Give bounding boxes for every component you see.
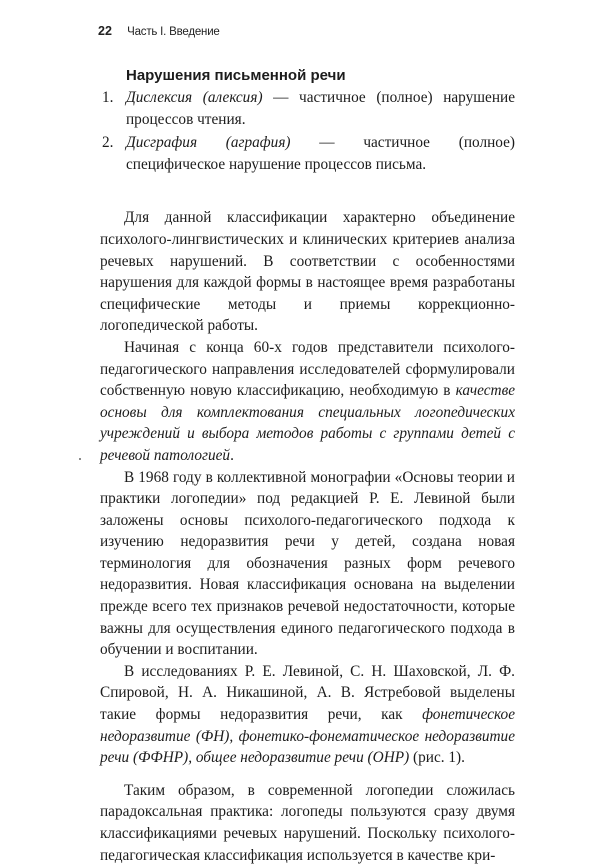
paragraph-2-end: . — [230, 446, 234, 464]
paragraph-2 — [100, 337, 515, 467]
paragraph-4 — [100, 661, 515, 769]
list-item — [100, 132, 515, 175]
paragraph-5: Таким образом, в современной логопедии сложилась парадоксальная практика: логопеды пользуются сразу двумя классификациями речевых нарушений. Поскольку психолого-педагогическая классификация используется в качестве кри- — [100, 781, 515, 864]
margin-speck — [79, 458, 81, 460]
list-text: — частичное (полное) нарушение процессов чтения. — [126, 89, 515, 128]
list-term: Дислексия (алексия) — [126, 89, 263, 106]
paragraph-1: Для данной классификации характерно объединение психолого-лингвистических и клинических критериев анализа речевых нарушений. В соответствии с особенностями нарушения для каждой формы в настоящее время разработаны специфические методы и приемы коррекционно-логопедической работы. — [100, 209, 515, 335]
page-number: 22 — [98, 24, 112, 38]
paragraph-4-italic: фонетическое недоразвитие (ФН), фонетико-фонематическое недоразвитие речи (ФФНР), общее недоразвитие речи (ОНР) — [100, 706, 515, 767]
paragraph-4-text: В исследованиях Р. Е. Левиной, С. Н. Шаховской, Л. Ф. Спировой, Н. А. Никашиной, А. В. Ястребовой выделены такие формы недоразвития речи, как — [100, 662, 515, 724]
part-title: Часть I. Введение — [127, 26, 220, 38]
paragraph-2-italic: качестве основы для комплектования специальных логопедических учреждений и выбора методов работы с группами детей с речевой патологией — [100, 382, 515, 464]
list-term: Дисграфия (аграфия) — [126, 134, 291, 152]
paragraph-2-text: Начиная с конца 60-х годов представители психолого-педагогического направления исследователей сформулировали собственную новую классификацию, необходимую в — [100, 338, 515, 400]
running-head — [98, 24, 220, 38]
list-text: — частичное (полное) специфическое нарушение процессов письма. — [126, 134, 515, 173]
page-body — [100, 66, 515, 866]
paragraph-4-end: (рис. 1). — [409, 749, 465, 767]
list-marker: 2. — [102, 134, 114, 152]
section-heading: Нарушения письменной речи — [126, 67, 346, 84]
paragraph-3: В 1968 году в коллективной монографии «Основы теории и практики логопедии» под редакцией Р. Е. Левиной были заложены основы психолого-педагогического подхода к изучению недоразвития речи у детей, создана новая терминология для обозначения разных форм речевого недоразвития. Новая классификация основана на выделении прежде всего тех признаков речевой недостаточности, которые важны для осуществления единого педагогического подхода в обучении и воспитании. — [100, 468, 515, 659]
list-marker: 1. — [102, 89, 114, 106]
list-item — [100, 87, 515, 130]
